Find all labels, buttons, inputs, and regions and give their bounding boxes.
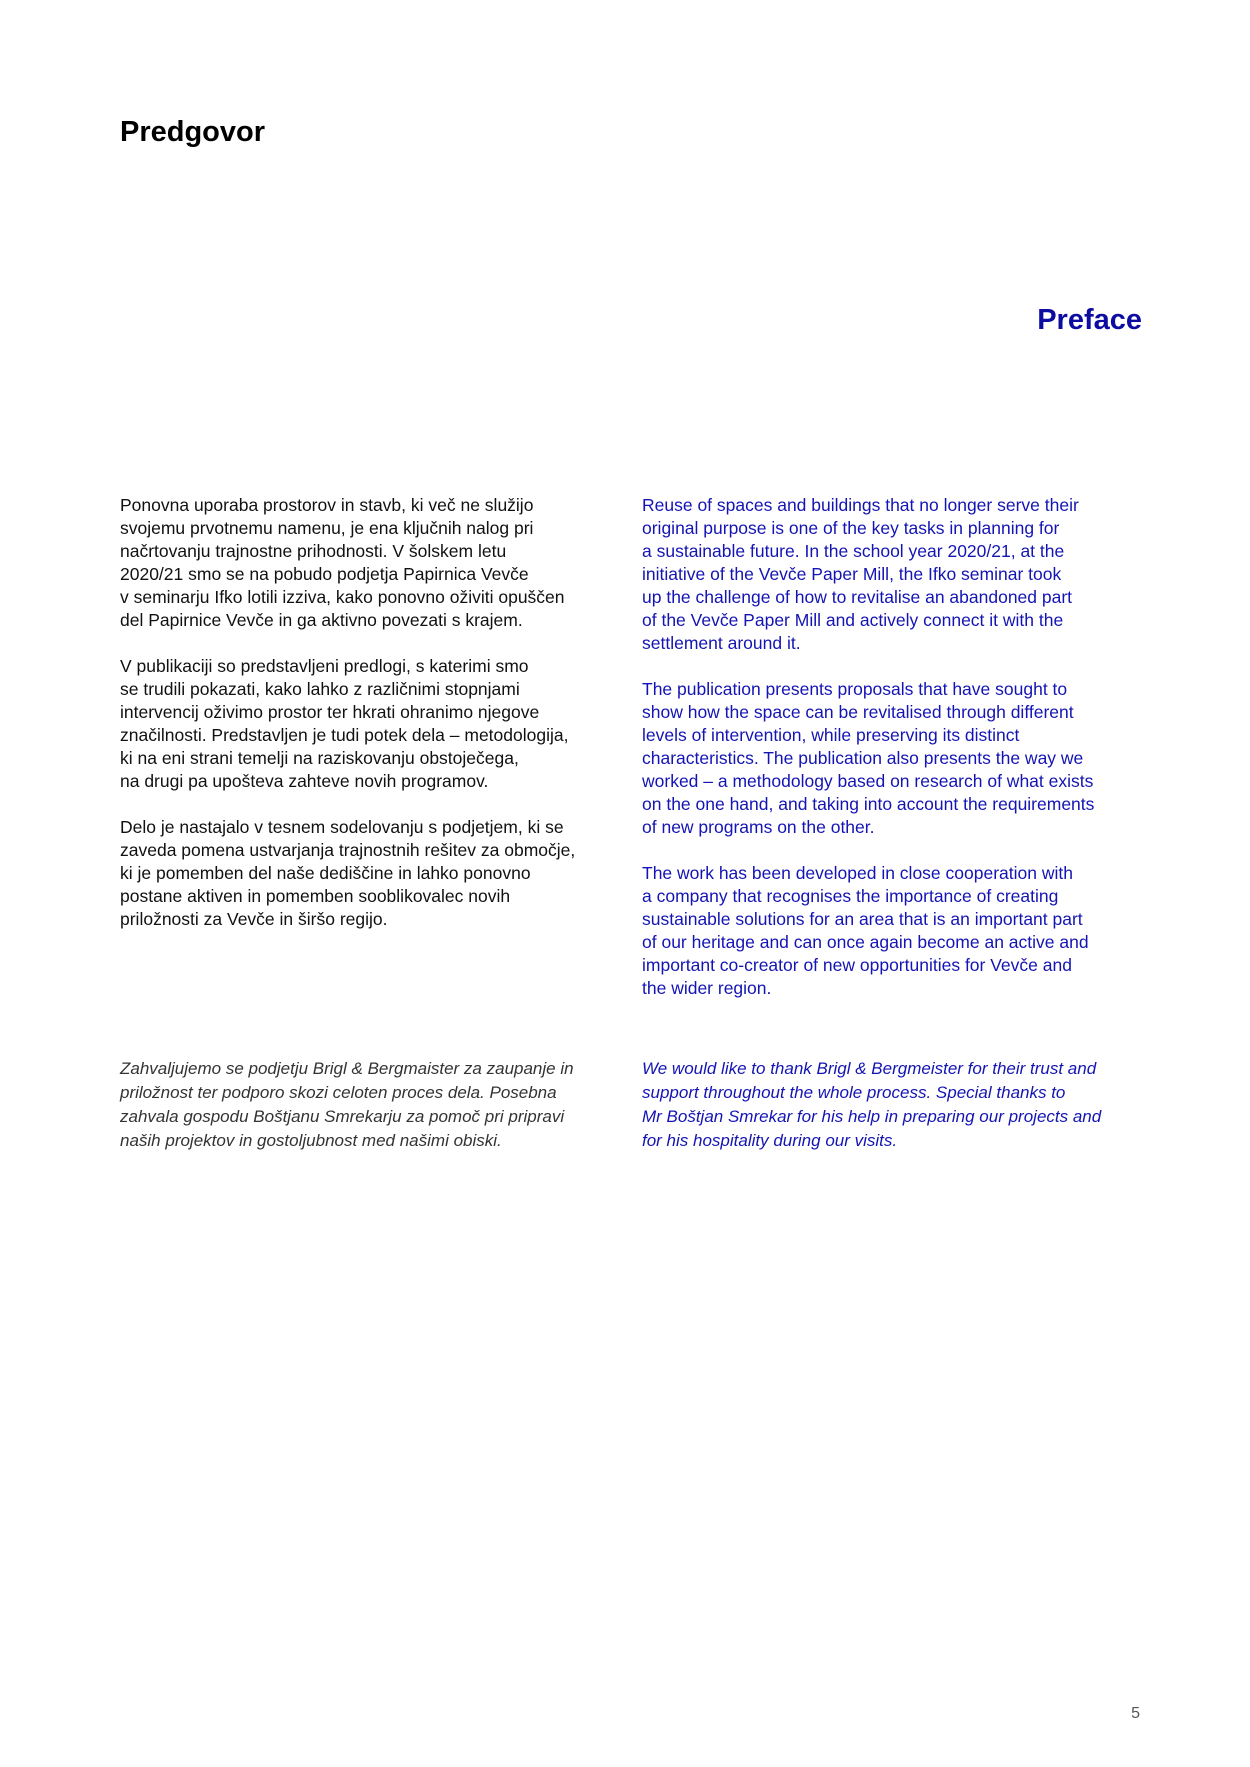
english-paragraph-2: The publication presents proposals that have sought to show how the space can be revitalised through different levels of intervention, while preserving its distinct characteristics. The publication also presents the way we worked – a methodology based on research of what exists on the one hand, and taking into account the requirements of new programs on the other. — [642, 679, 1095, 837]
slovenian-paragraph-1: Ponovna uporaba prostorov in stavb, ki več ne služijo svojemu prvotnemu namenu, je ena ključnih nalog pri načrtovanju trajnostne prihodnosti. V šolskem letu 2020/21 smo se na pobudo podjetja Papirnica Vevče v seminarju Ifko lotili izziva, kako ponovno oživiti opuščen del Papirnice Vevče in ga aktivno povezati s krajem. — [120, 495, 565, 630]
english-title: Preface — [1037, 304, 1142, 336]
slovenian-paragraph-2: V publikaciji so predstavljeni predlogi, s katerimi smo se trudili pokazati, kako lahko z različnimi stopnjami intervencij oživimo prostor ter hkrati ohranimo njegove značilnosti. Predstavljen je tudi potek dela – metodologija, ki na eni strani temelji na raziskovanju obstoječega, na drugi pa upošteva zahteve novih programov. — [120, 656, 569, 791]
page-number: 5 — [1131, 1705, 1140, 1722]
english-body — [642, 494, 1147, 1023]
english-acknowledgement: We would like to thank Brigl & Bergmeister for their trust and support throughout the whole process. Special thanks to Mr Boštjan Smrekar for his help in preparing our projects and for his hospitality during our visits. — [642, 1059, 1102, 1150]
english-paragraph-1: Reuse of spaces and buildings that no longer serve their original purpose is one of the key tasks in planning for a sustainable future. In the school year 2020/21, at the initiative of the Vevče Paper Mill, the Ifko seminar took up the challenge of how to revitalise an abandoned part of the Vevče Paper Mill and actively connect it with the settlement around it. — [642, 495, 1079, 653]
english-paragraph-3: The work has been developed in close cooperation with a company that recognises the importance of creating sustainable solutions for an area that is an important part of our heritage and can once again become an active and important co-creator of new opportunities for Vevče and the wider region. — [642, 863, 1089, 998]
slovenian-paragraph-3: Delo je nastajalo v tesnem sodelovanju s podjetjem, ki se zaveda pomena ustvarjanja trajnostnih rešitev za območje, ki je pomemben del naše dediščine in lahko ponovno postane aktiven in pomemben sooblikovalec novih priložnosti za Vevče in širšo regijo. — [120, 817, 576, 929]
slovenian-title: Predgovor — [120, 116, 266, 148]
slovenian-acknowledgement: Zahvaljujemo se podjetju Brigl & Bergmaister za zaupanje in priložnost ter podporo skozi celoten proces dela. Posebna zahvala gospodu Boštjanu Smrekarju za pomoč pri pripravi naših projektov in gostoljubnost med našimi obiski. — [120, 1059, 574, 1150]
slovenian-body — [120, 494, 625, 954]
